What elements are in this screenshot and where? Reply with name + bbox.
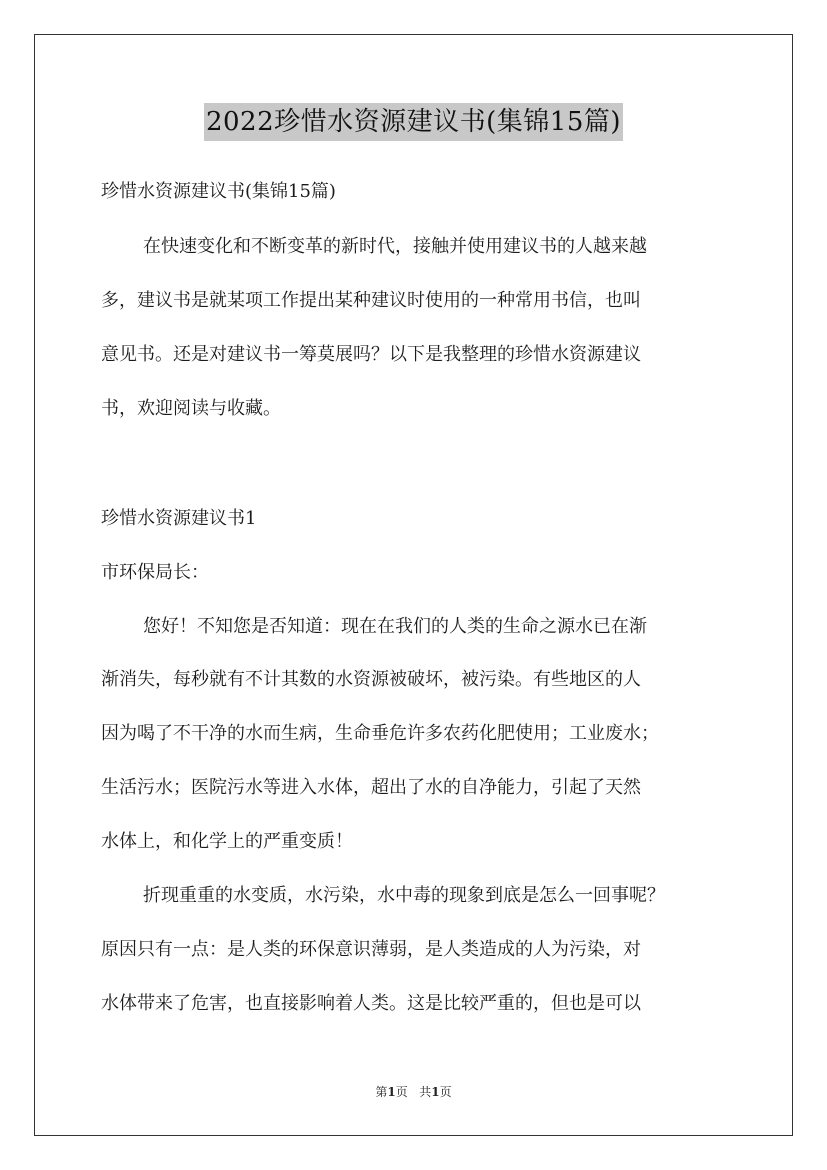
paragraph-line: 书，欢迎阅读与收藏。	[101, 398, 281, 419]
page-current: 1	[387, 1085, 396, 1099]
page-number	[375, 1085, 407, 1099]
subtitle-line: 珍惜水资源建议书(集锦15篇)	[101, 181, 336, 202]
paragraph-line: 水体上，和化学上的严重变质！	[101, 831, 353, 852]
section-heading: 珍惜水资源建议书1	[101, 508, 257, 529]
paragraph-line: 水体带来了危害，也直接影响着人类。这是比较严重的，但也是可以	[101, 993, 641, 1014]
page-prefix: 第	[375, 1085, 388, 1099]
page-total	[419, 1085, 451, 1099]
paragraph-line: 渐消失，每秒就有不计其数的水资源被破坏，被污染。有些地区的人	[101, 669, 641, 690]
paragraph-line: 意见书。还是对建议书一筹莫展吗？以下是我整理的珍惜水资源建议	[101, 344, 641, 365]
paragraph-line: 因为喝了不干净的水而生病，生命垂危许多农药化肥使用；工业废水；	[101, 723, 659, 744]
document-title: 2022珍惜水资源建议书(集锦15篇)	[204, 103, 623, 141]
total-pages: 1	[431, 1085, 440, 1099]
total-suffix: 页	[439, 1085, 452, 1099]
page-footer	[0, 1084, 827, 1100]
paragraph-line: 折现重重的水变质，水污染，水中毒的现象到底是怎么一回事呢？	[143, 885, 665, 906]
paragraph-line: 原因只有一点：是人类的环保意识薄弱，是人类造成的人为污染，对	[101, 939, 641, 960]
salutation: 市环保局长：	[101, 562, 209, 583]
total-prefix: 共	[419, 1085, 432, 1099]
paragraph-line: 多，建议书是就某项工作提出某种建议时使用的一种常用书信，也叫	[101, 290, 641, 311]
paragraph-line: 您好！不知您是否知道：现在在我们的人类的生命之源水已在渐	[143, 616, 647, 637]
title-container	[0, 103, 827, 141]
paragraph-line: 在快速变化和不断变革的新时代，接触并使用建议书的人越来越	[143, 236, 647, 257]
page-suffix: 页	[395, 1085, 408, 1099]
paragraph-line: 生活污水；医院污水等进入水体，超出了水的自净能力，引起了天然	[101, 777, 641, 798]
